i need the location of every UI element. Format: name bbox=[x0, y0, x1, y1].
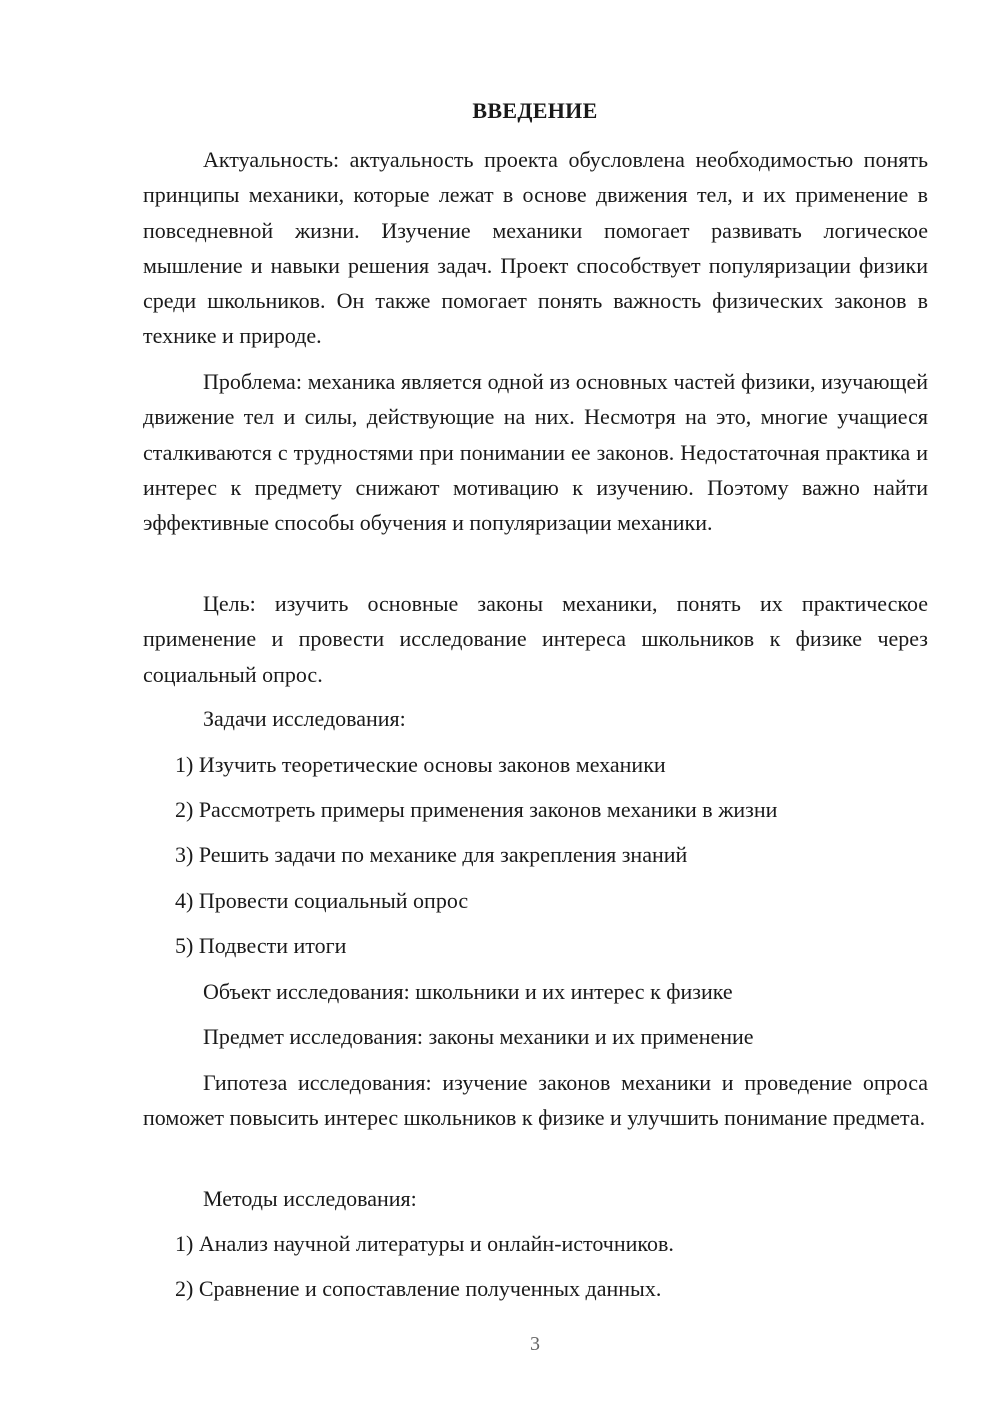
hypothesis-paragraph: Гипотеза исследования: изучение законов механики и проведение опроса поможет повысить интерес школьников к физике и улучшить понимание предмета. bbox=[143, 1070, 928, 1131]
list-item: 2) Сравнение и сопоставление полученных данных. bbox=[175, 1276, 662, 1301]
list-item: 2) Рассмотреть примеры применения законов механики в жизни bbox=[175, 797, 778, 822]
problem-paragraph: Проблема: механика является одной из основных частей физики, изучающей движение тел и силы, действующие на них. Несмотря на это, многие учащиеся сталкиваются с трудностями при понимании ее законов. Недостаточная практика и интерес к предмету снижают мотивацию к изучению. Поэтому важно найти эффективные способы обучения и популяризации механики. bbox=[143, 369, 928, 536]
object-line: Объект исследования: школьники и их интерес к физике bbox=[203, 979, 733, 1004]
page-title: ВВЕДЕНИЕ bbox=[472, 98, 598, 123]
subject-line: Предмет исследования: законы механики и их применение bbox=[203, 1024, 754, 1049]
tasks-heading: Задачи исследования: bbox=[203, 706, 406, 731]
list-item: 5) Подвести итоги bbox=[175, 933, 347, 958]
relevance-paragraph: Актуальность: актуальность проекта обусловлена необходимостью понять принципы механики, которые лежат в основе движения тел, и их применение в повседневной жизни. Изучение механики помогает развивать логическое мышление и навыки решения задач. Проект способствует популяризации физики среди школьников. Он также помогает понять важность физических законов в технике и природе. bbox=[143, 147, 928, 349]
methods-heading: Методы исследования: bbox=[203, 1186, 417, 1211]
goal-paragraph: Цель: изучить основные законы механики, понять их практическое применение и провести исследование интереса школьников к физике через социальный опрос. bbox=[143, 591, 928, 687]
list-item: 4) Провести социальный опрос bbox=[175, 888, 469, 913]
list-item: 1) Изучить теоретические основы законов механики bbox=[175, 752, 666, 777]
list-item: 1) Анализ научной литературы и онлайн-источников. bbox=[175, 1231, 674, 1256]
list-item: 3) Решить задачи по механике для закрепления знаний bbox=[175, 842, 688, 867]
page-number: 3 bbox=[530, 1333, 540, 1355]
